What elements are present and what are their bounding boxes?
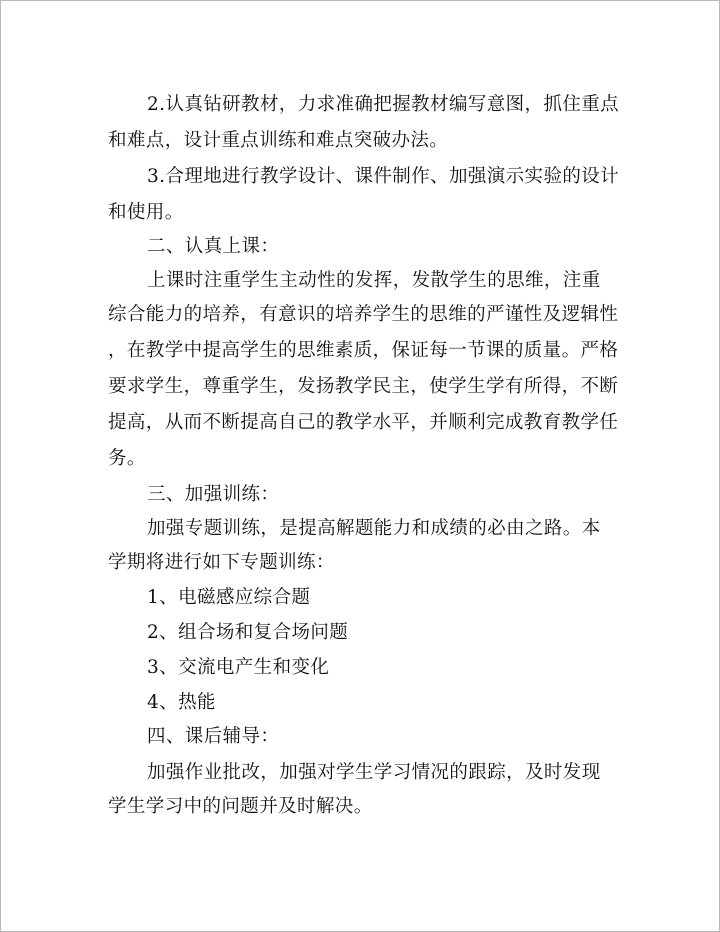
list-item: 2、组合场和复合场问题 xyxy=(147,622,349,643)
text-line: ，在教学中提高学生的思维素质，保证每一节课的质量。严格 xyxy=(108,340,619,361)
text-line: 和使用。 xyxy=(108,202,184,223)
list-item: 4、热能 xyxy=(147,692,216,713)
text-line: 要求学生，尊重学生，发扬教学民主，使学生学有所得，不断 xyxy=(108,376,619,397)
list-item: 1、电磁感应综合题 xyxy=(147,587,311,608)
section-heading: 三、加强训练： xyxy=(147,484,280,505)
text-line: 学生学习中的问题并及时解决。 xyxy=(108,796,373,817)
text-line: 加强专题训练，是提高解题能力和成绩的必由之路。本 xyxy=(147,518,601,539)
text-line: 3.合理地进行教学设计、课件制作、加强演示实验的设计 xyxy=(147,166,620,187)
list-item: 3、交流电产生和变化 xyxy=(147,657,330,678)
text-line: 提高，从而不断提高自己的教学水平，并顺利完成教育教学任 xyxy=(108,412,619,433)
section-heading: 二、认真上课： xyxy=(147,236,280,257)
text-line: 务。 xyxy=(108,448,146,469)
text-line: 上课时注重学生主动性的发挥，发散学生的思维，注重 xyxy=(147,270,601,291)
section-heading: 四、课后辅导： xyxy=(147,726,280,747)
text-line: 和难点，设计重点训练和难点突破办法。 xyxy=(108,130,449,151)
text-line: 2.认真钻研教材，力求准确把握教材编写意图，抓住重点 xyxy=(147,94,620,115)
text-line: 加强作业批改，加强对学生学习情况的跟踪，及时发现 xyxy=(147,762,601,783)
text-line: 学期将进行如下专题训练： xyxy=(108,552,335,573)
text-line: 综合能力的培养，有意识的培养学生的思维的严谨性及逻辑性 xyxy=(108,304,619,325)
